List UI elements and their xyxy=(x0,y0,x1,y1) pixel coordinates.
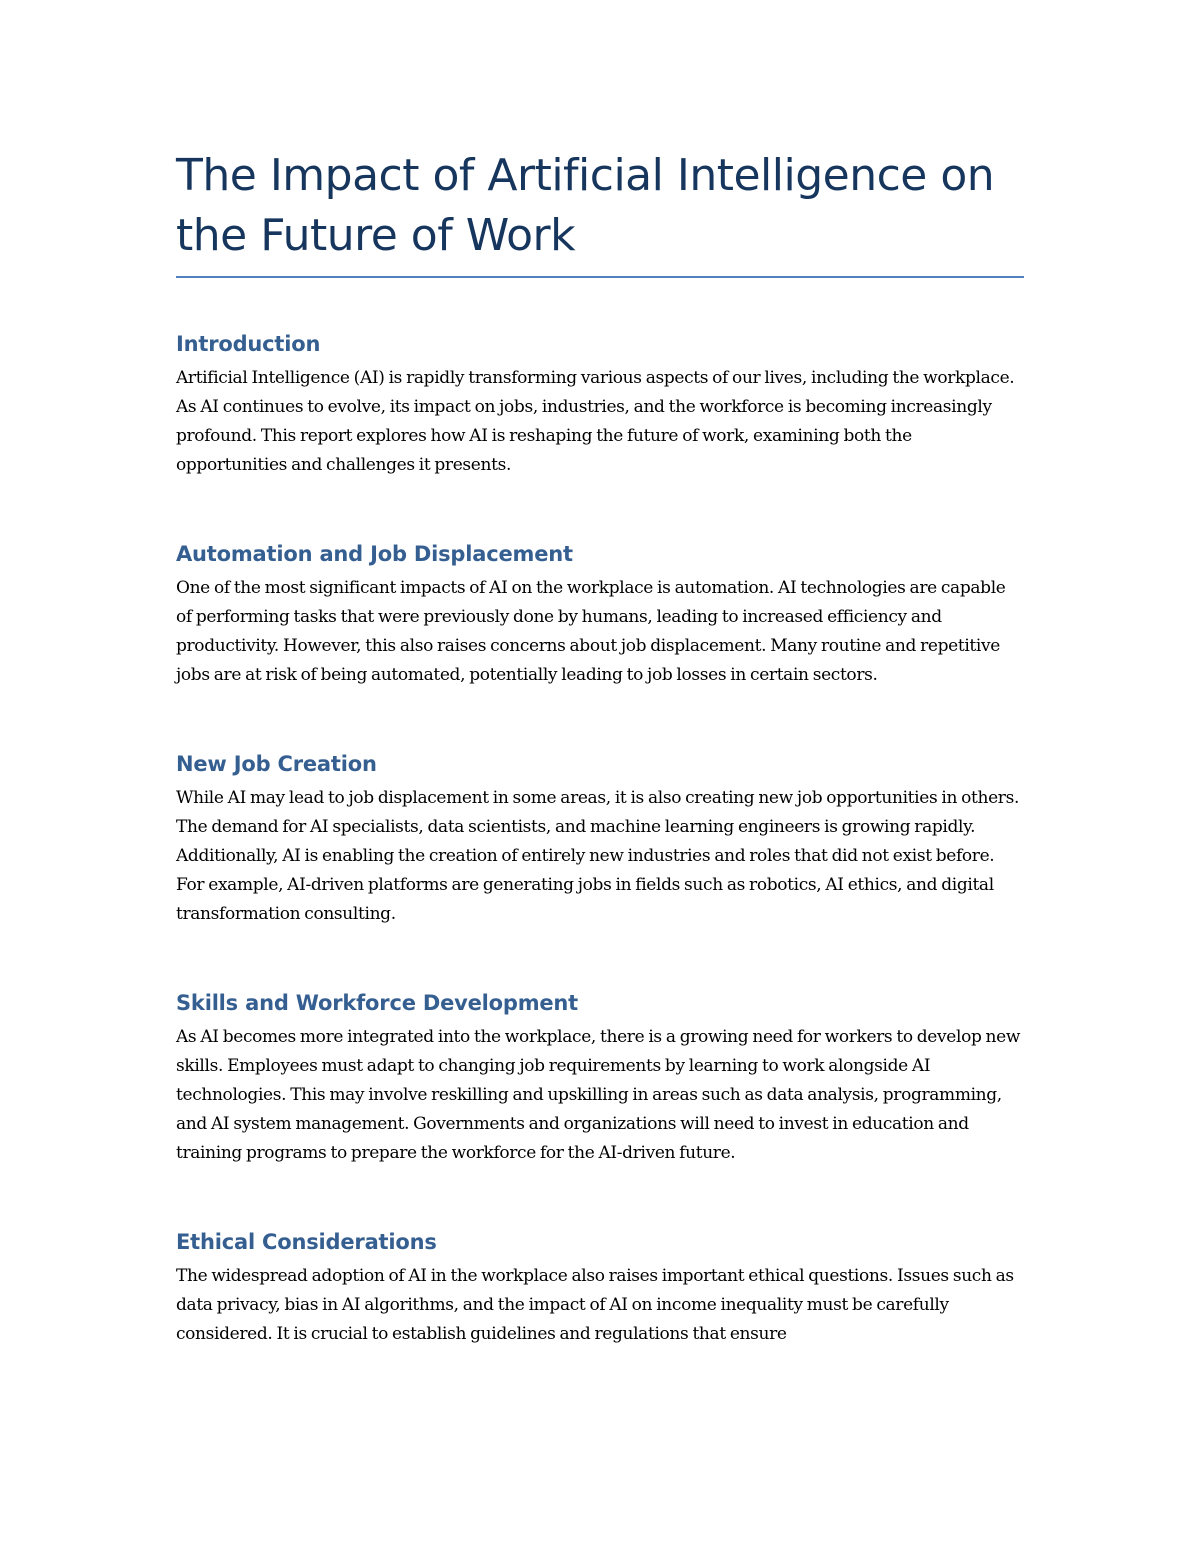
section-automation xyxy=(176,540,1024,690)
section-body-introduction: Artificial Intelligence (AI) is rapidly transforming various aspects of our lives, including the workplace. As AI continues to evolve, its impact on jobs, industries, and the workforce is becoming increasingly profound. This report explores how AI is reshaping the future of work, examining both the opportunities and challenges it presents. xyxy=(176,368,1015,475)
document-title: The Impact of Artificial Intelligence on the Future of Work xyxy=(176,150,995,261)
section-heading-skills-workforce: Skills and Workforce Development xyxy=(176,991,579,1015)
title-underline-rule xyxy=(176,276,1024,278)
section-heading-automation: Automation and Job Displacement xyxy=(176,542,573,566)
section-heading-new-job-creation: New Job Creation xyxy=(176,752,377,776)
section-new-job-creation xyxy=(176,750,1024,929)
document-content xyxy=(176,146,1024,1349)
section-body-automation: One of the most significant impacts of AI on the workplace is automation. AI technologies are capable of performing tasks that were previously done by humans, leading to increased efficiency and productivity. However, this also raises concerns about job displacement. Many routine and repetitive jobs are at risk of being automated, potentially leading to job losses in certain sectors. xyxy=(176,578,1006,685)
section-introduction xyxy=(176,330,1024,480)
section-body-new-job-creation: While AI may lead to job displacement in some areas, it is also creating new job opportunities in others. The demand for AI specialists, data scientists, and machine learning engineers is growing rapidly. Additionally, AI is enabling the creation of entirely new industries and roles that did not exist before. For example, AI-driven platforms are generating jobs in fields such as robotics, AI ethics, and digital transformation consulting. xyxy=(176,788,1019,924)
section-heading-introduction: Introduction xyxy=(176,332,321,356)
section-heading-ethical-considerations: Ethical Considerations xyxy=(176,1230,437,1254)
section-body-skills-workforce: As AI becomes more integrated into the workplace, there is a growing need for workers to develop new skills. Employees must adapt to changing job requirements by learning to work alongside AI technologies. This may involve reskilling and upskilling in areas such as data analysis, programming, and AI system management. Governments and organizations will need to invest in education and training programs to prepare the workforce for the AI-driven future. xyxy=(176,1027,1021,1163)
section-ethical-considerations xyxy=(176,1228,1024,1349)
section-skills-workforce xyxy=(176,989,1024,1168)
section-body-ethical-considerations: The widespread adoption of AI in the workplace also raises important ethical questions. Issues such as data privacy, bias in AI algorithms, and the impact of AI on income inequality must be carefully considered. It is crucial to establish guidelines and regulations that ensure xyxy=(176,1266,1014,1344)
